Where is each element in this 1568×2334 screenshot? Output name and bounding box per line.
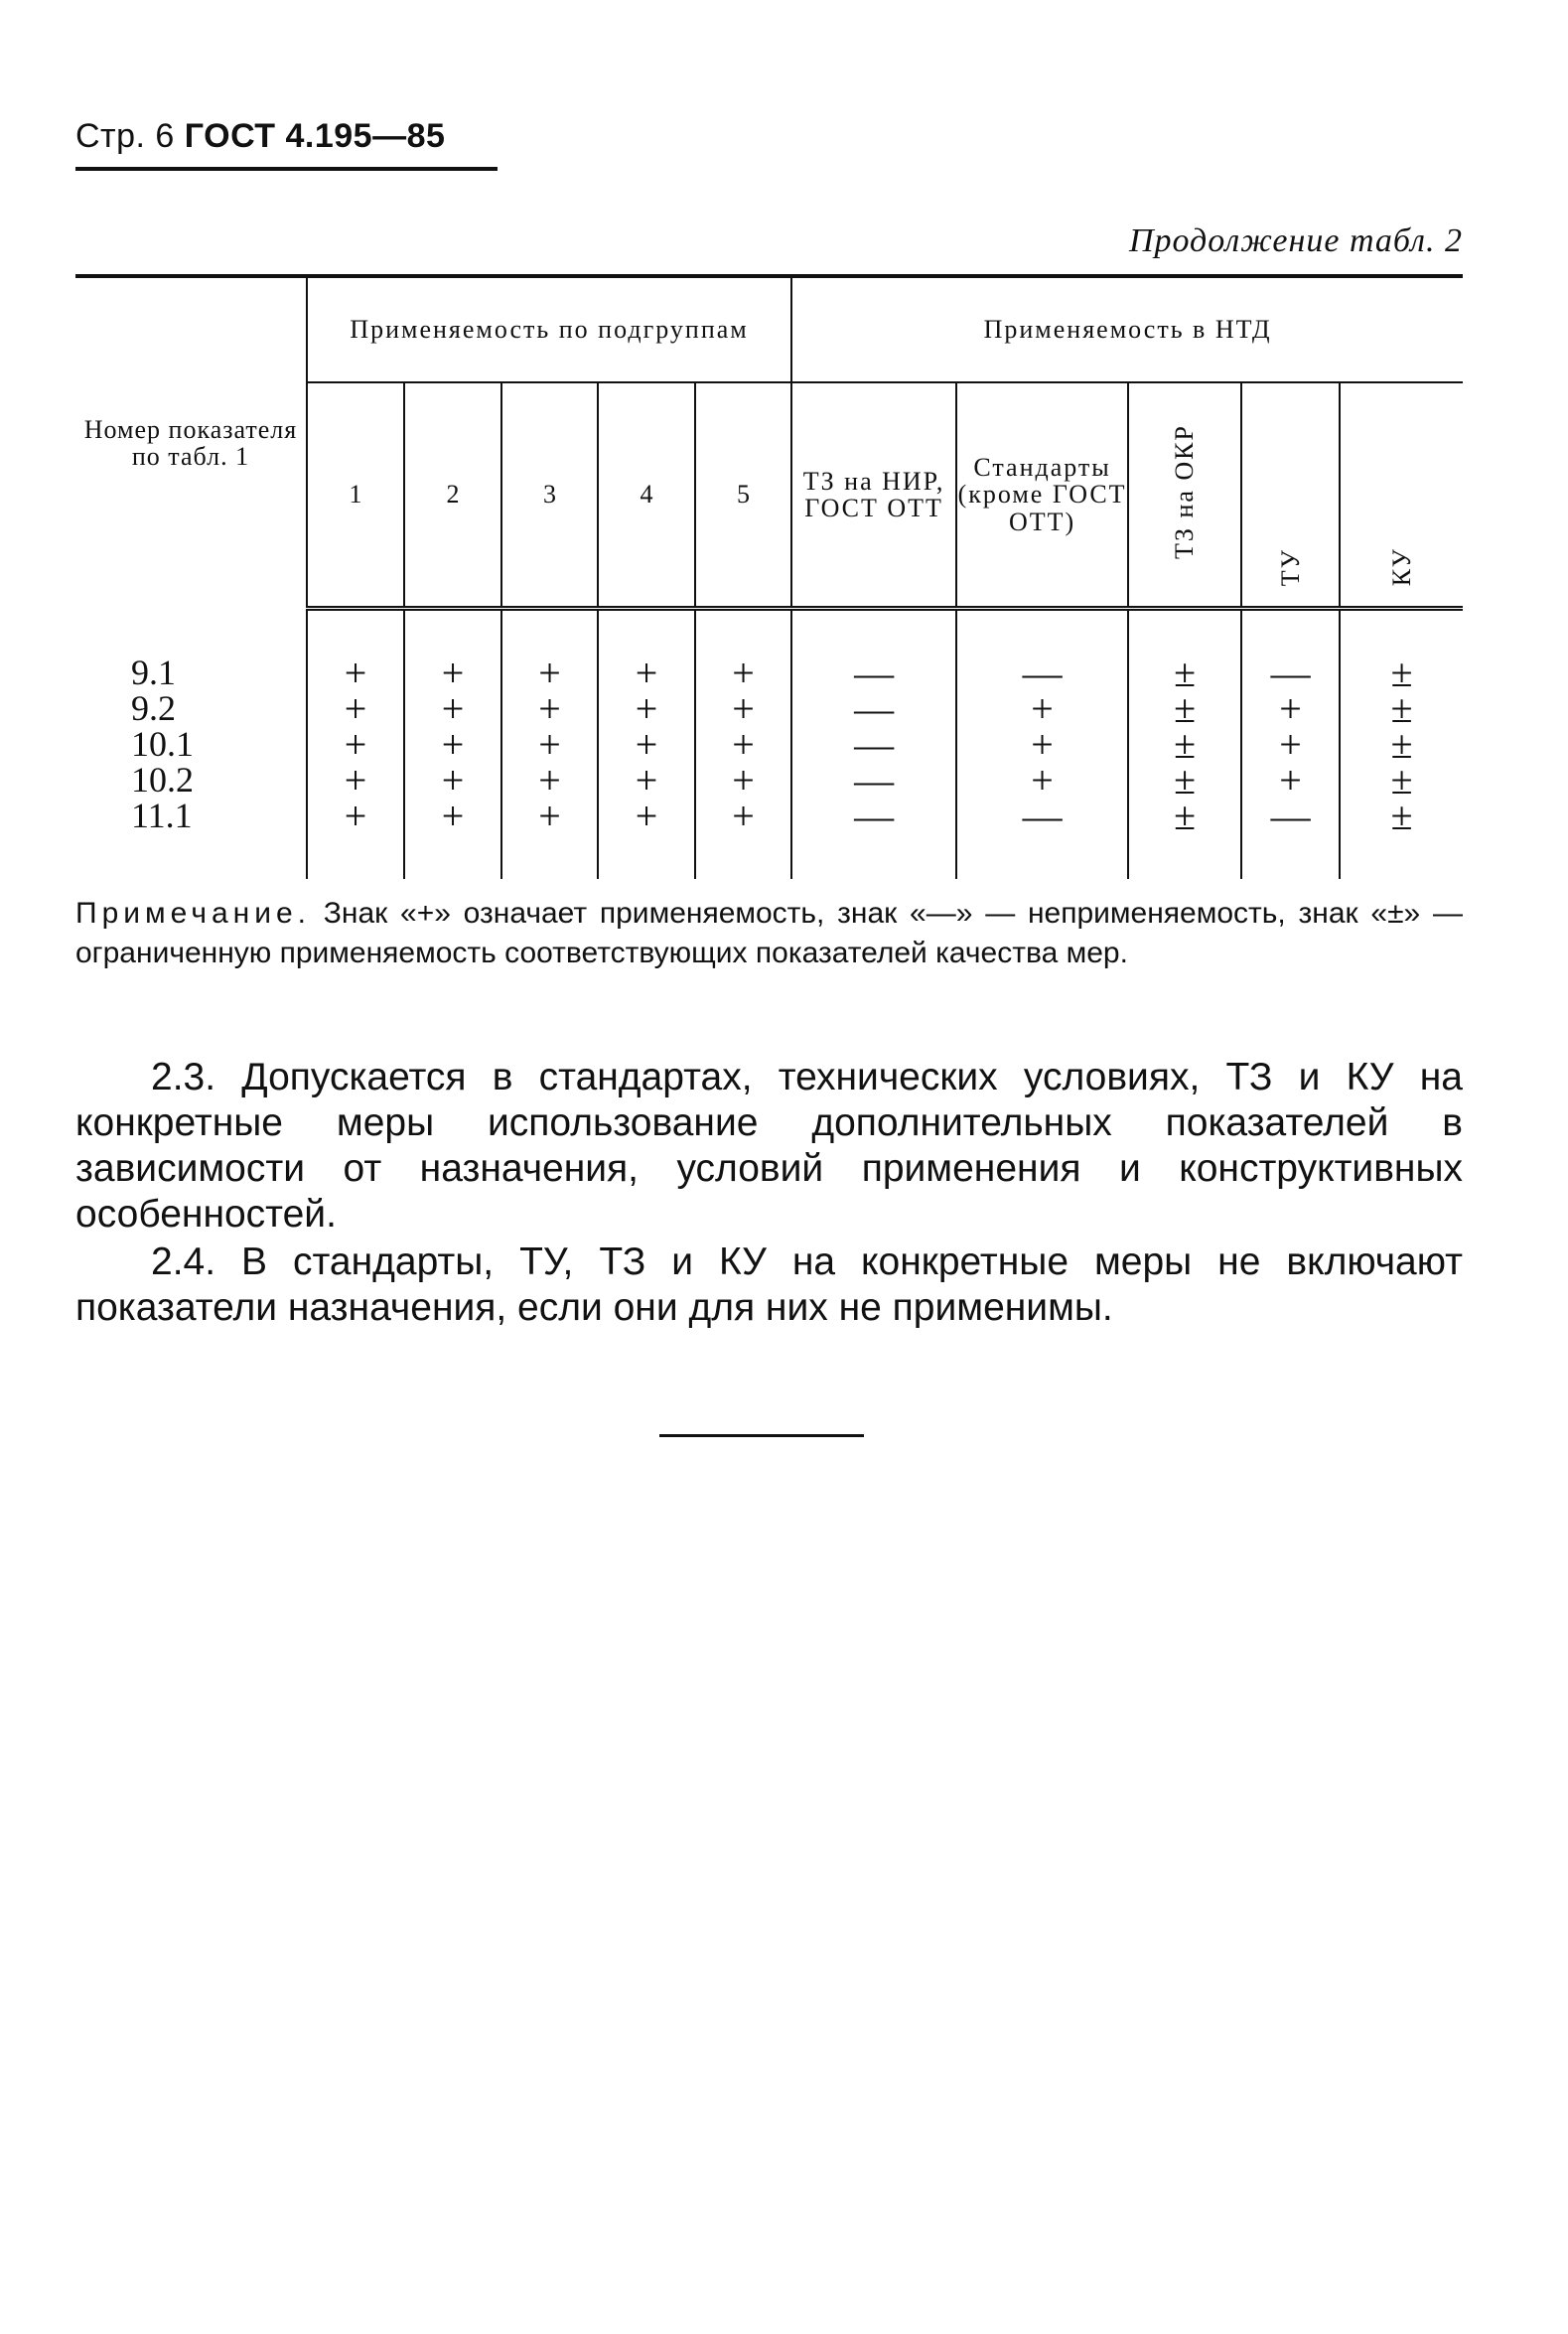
note-text: Знак «+» означает применяемость, знак «—» — неприменяемость, знак «±» — ограниченную применяемость соответствующих показателей качества мер. xyxy=(75,897,1463,969)
table-cell: + xyxy=(538,686,561,731)
table-cell: + xyxy=(441,758,465,802)
table-cell: — xyxy=(854,794,895,838)
column-header-tz-nir: ТЗ на НИР, ГОСТ ОТТ xyxy=(791,382,956,609)
cell-stack-ku xyxy=(1340,609,1463,880)
row-number: 9.2 xyxy=(131,687,176,728)
table-cell: — xyxy=(854,651,895,695)
table-caption: Продолжение табл. 2 xyxy=(1128,222,1463,259)
table-cell: + xyxy=(538,758,561,802)
column-header-subgroup-5: 5 xyxy=(695,382,791,609)
column-header-subgroup-1: 1 xyxy=(307,382,404,609)
table-cell: + xyxy=(732,794,755,838)
column-header-ku xyxy=(1340,382,1463,609)
table-cell: ± xyxy=(1390,686,1413,731)
table-cell: ± xyxy=(1174,722,1197,767)
group-header-ntd: Применяемость в НТД xyxy=(791,276,1463,382)
table-cell: — xyxy=(854,686,895,731)
table-cell: — xyxy=(854,758,895,802)
row-number: 10.1 xyxy=(131,723,194,764)
table-cell: + xyxy=(1279,686,1302,731)
table-cell: — xyxy=(1270,651,1311,695)
table-cell: + xyxy=(732,722,755,767)
cell-stack-tz-nir xyxy=(791,609,956,880)
table-cell: + xyxy=(1279,758,1302,802)
tz-okr-label: ТЗ на ОКР xyxy=(1170,424,1200,560)
table-cell: — xyxy=(1022,651,1063,695)
row-number: 11.1 xyxy=(131,795,193,835)
table-cell: + xyxy=(1031,686,1054,731)
table-cell: + xyxy=(1279,722,1302,767)
column-header-tu xyxy=(1241,382,1340,609)
cell-stack-tz-okr xyxy=(1128,609,1241,880)
page-number: Стр. 6 xyxy=(75,117,175,155)
table-cell: + xyxy=(344,794,367,838)
table-cell: ± xyxy=(1390,651,1413,695)
table-cell: + xyxy=(635,794,658,838)
end-rule xyxy=(659,1434,864,1437)
table-cell: + xyxy=(635,722,658,767)
table-body-row xyxy=(75,609,1463,880)
table-cell: ± xyxy=(1390,794,1413,838)
table-cell: — xyxy=(1022,794,1063,838)
column-header-standards: Стандарты (кроме ГОСТ ОТТ) xyxy=(956,382,1128,609)
paragraph-2-4: 2.4. В стандарты, ТУ, ТЗ и КУ на конкретные меры не включают показатели назначения, если они для них не применимы. xyxy=(75,1240,1463,1329)
cell-stack-subgroup-5 xyxy=(695,609,791,880)
table-cell: ± xyxy=(1174,686,1197,731)
table-cell: + xyxy=(635,758,658,802)
page-header xyxy=(75,117,498,156)
table-wrap xyxy=(75,274,1463,879)
table-cell: ± xyxy=(1174,794,1197,838)
cell-stack-subgroup-1 xyxy=(307,609,404,880)
table-cell: + xyxy=(441,686,465,731)
cell-stack-subgroup-3 xyxy=(501,609,598,880)
table-cell: + xyxy=(344,722,367,767)
table-cell: + xyxy=(732,758,755,802)
table-cell: — xyxy=(1270,794,1311,838)
table-cell: + xyxy=(441,794,465,838)
column-header-subgroup-2: 2 xyxy=(404,382,501,609)
column-header-subgroup-3: 3 xyxy=(501,382,598,609)
table-cell: + xyxy=(538,794,561,838)
tu-label: ТУ xyxy=(1275,548,1305,587)
header-rule xyxy=(75,167,498,171)
applicability-table xyxy=(75,274,1463,879)
table-cell: + xyxy=(344,686,367,731)
table-cell: + xyxy=(1031,722,1054,767)
table-cell: ± xyxy=(1390,758,1413,802)
table-cell: — xyxy=(854,722,895,767)
cell-stack-standards xyxy=(956,609,1128,880)
column-header-tz-okr xyxy=(1128,382,1241,609)
group-header-subgroups: Применяемость по подгруппам xyxy=(307,276,791,382)
table-cell: + xyxy=(538,651,561,695)
table-cell: + xyxy=(732,651,755,695)
standard-number: ГОСТ 4.195—85 xyxy=(184,117,446,155)
table-cell: ± xyxy=(1390,722,1413,767)
cell-stack-tu xyxy=(1241,609,1340,880)
column-header-subgroup-4: 4 xyxy=(598,382,695,609)
table-cell: + xyxy=(441,722,465,767)
table-cell: + xyxy=(344,758,367,802)
table-cell: + xyxy=(732,686,755,731)
paragraph-2-3: 2.3. Допускается в стандартах, технических условиях, ТЗ и КУ на конкретные меры использование дополнительных показателей в зависимости от назначения, условий применения и конструктивных особенностей. xyxy=(75,1056,1463,1236)
cell-stack-subgroup-2 xyxy=(404,609,501,880)
column-header-number: Номер показателя по табл. 1 xyxy=(75,276,307,609)
note-label: Примечание. xyxy=(75,897,311,930)
cell-stack-subgroup-4 xyxy=(598,609,695,880)
row-numbers-cell xyxy=(75,609,307,880)
table-cell: + xyxy=(441,651,465,695)
ku-label: КУ xyxy=(1386,547,1416,587)
row-number: 10.2 xyxy=(131,759,194,800)
table-cell: + xyxy=(344,651,367,695)
row-number: 9.1 xyxy=(131,652,176,692)
table-note xyxy=(75,894,1463,973)
table-cell: + xyxy=(538,722,561,767)
table-cell: ± xyxy=(1174,651,1197,695)
table-cell: + xyxy=(635,686,658,731)
table-cell: + xyxy=(1031,758,1054,802)
table-cell: ± xyxy=(1174,758,1197,802)
table-cell: + xyxy=(635,651,658,695)
